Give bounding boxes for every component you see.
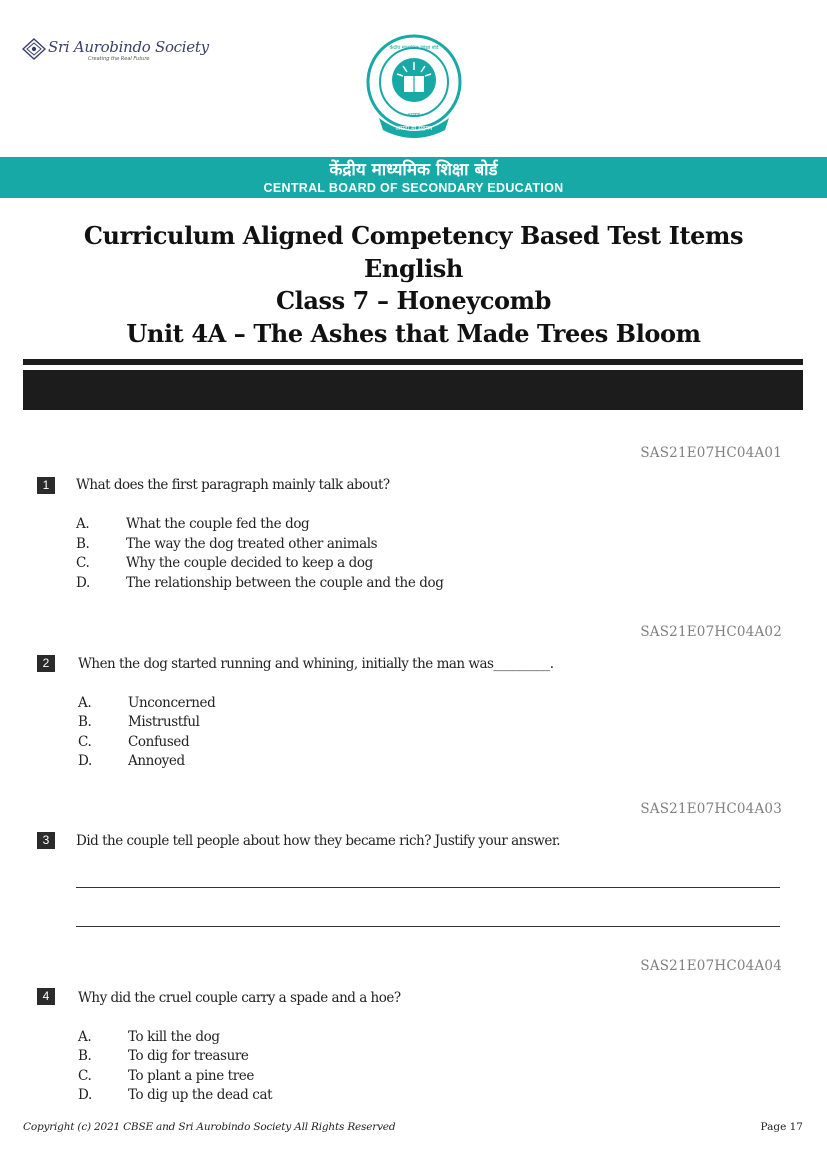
option-c[interactable] [78,1068,254,1084]
copyright-notice: Copyright (c) 2021 CBSE and Sri Aurobindo Society All Rights Reserved [23,1121,396,1133]
board-name-english: CENTRAL BOARD OF SECONDARY EDUCATION [263,181,564,195]
option-letter: C. [78,734,92,750]
option-letter: C. [78,1068,92,1084]
option-letter: B. [78,714,92,730]
org-logo-text: Sri Aurobindo Society [48,38,209,56]
option-text: To dig for treasure [128,1048,249,1064]
question-text: When the dog started running and whining, initially the man was_________. [78,656,554,672]
answer-line[interactable] [76,926,780,927]
option-letter: A. [78,1029,92,1045]
option-a[interactable] [78,1029,220,1045]
question-number: 4 [37,988,55,1005]
question-number: 3 [37,832,55,849]
option-text: To kill the dog [128,1029,220,1045]
option-b[interactable] [78,1048,249,1064]
question-text: Why did the cruel couple carry a spade and a hoe? [78,990,401,1006]
option-letter: A. [76,516,90,532]
question-code: SAS21E07HC04A04 [640,958,782,974]
question-text: Did the couple tell people about how they became rich? Justify your answer. [76,833,561,849]
option-text: Confused [128,734,190,750]
seal-caption: भारत [408,112,420,119]
title-line-2: English [364,253,463,283]
question-code: SAS21E07HC04A01 [640,445,782,461]
option-letter: B. [78,1048,92,1064]
title-line-3: Class 7 – Honeycomb [275,286,552,315]
option-b[interactable] [76,536,377,552]
sas-emblem-icon [22,38,46,60]
option-d[interactable] [78,753,185,769]
option-text: The relationship between the couple and the dog [126,575,444,591]
document-title [0,220,827,350]
option-letter: D. [78,753,92,769]
title-bar [23,370,803,410]
option-text: The way the dog treated other animals [126,536,378,552]
option-text: What the couple fed the dog [126,516,310,532]
option-text: To dig up the dead cat [128,1087,273,1103]
question-code: SAS21E07HC04A02 [640,624,782,640]
option-c[interactable] [76,555,373,571]
org-tagline: Creating the Real Future [88,56,150,62]
title-line-1: Curriculum Aligned Competency Based Test Items [83,221,744,250]
page-number: Page 17 [760,1121,803,1133]
answer-line[interactable] [76,887,780,888]
option-letter: D. [78,1087,92,1103]
option-text: Unconcerned [128,695,216,711]
option-d[interactable] [78,1087,272,1103]
question-text: What does the first paragraph mainly talk about? [76,477,390,493]
seal-ring-text: केंद्रीय माध्यमिक शिक्षा बोर्ड [389,45,439,51]
question-code: SAS21E07HC04A03 [640,801,782,817]
option-a[interactable] [76,516,309,532]
title-divider [23,359,803,365]
question-number: 1 [37,477,55,494]
option-letter: C. [76,555,90,571]
option-letter: B. [76,536,90,552]
question-number: 2 [37,655,55,672]
option-c[interactable] [78,734,189,750]
option-a[interactable] [78,695,215,711]
option-b[interactable] [78,714,200,730]
option-text: To plant a pine tree [128,1068,254,1084]
title-line-4: Unit 4A – The Ashes that Made Trees Bloom [126,318,701,348]
board-name-hindi: केंद्रीय माध्यमिक शिक्षा बोर्ड [329,160,498,180]
sas-logo [22,38,46,60]
option-d[interactable] [76,575,444,591]
option-letter: D. [76,575,90,591]
option-text: Annoyed [128,753,185,769]
option-letter: A. [78,695,92,711]
option-text: Why the couple decided to keep a dog [126,555,373,571]
seal-motto: असतो मा सद्गमय [395,125,433,132]
option-text: Mistrustful [128,714,200,730]
